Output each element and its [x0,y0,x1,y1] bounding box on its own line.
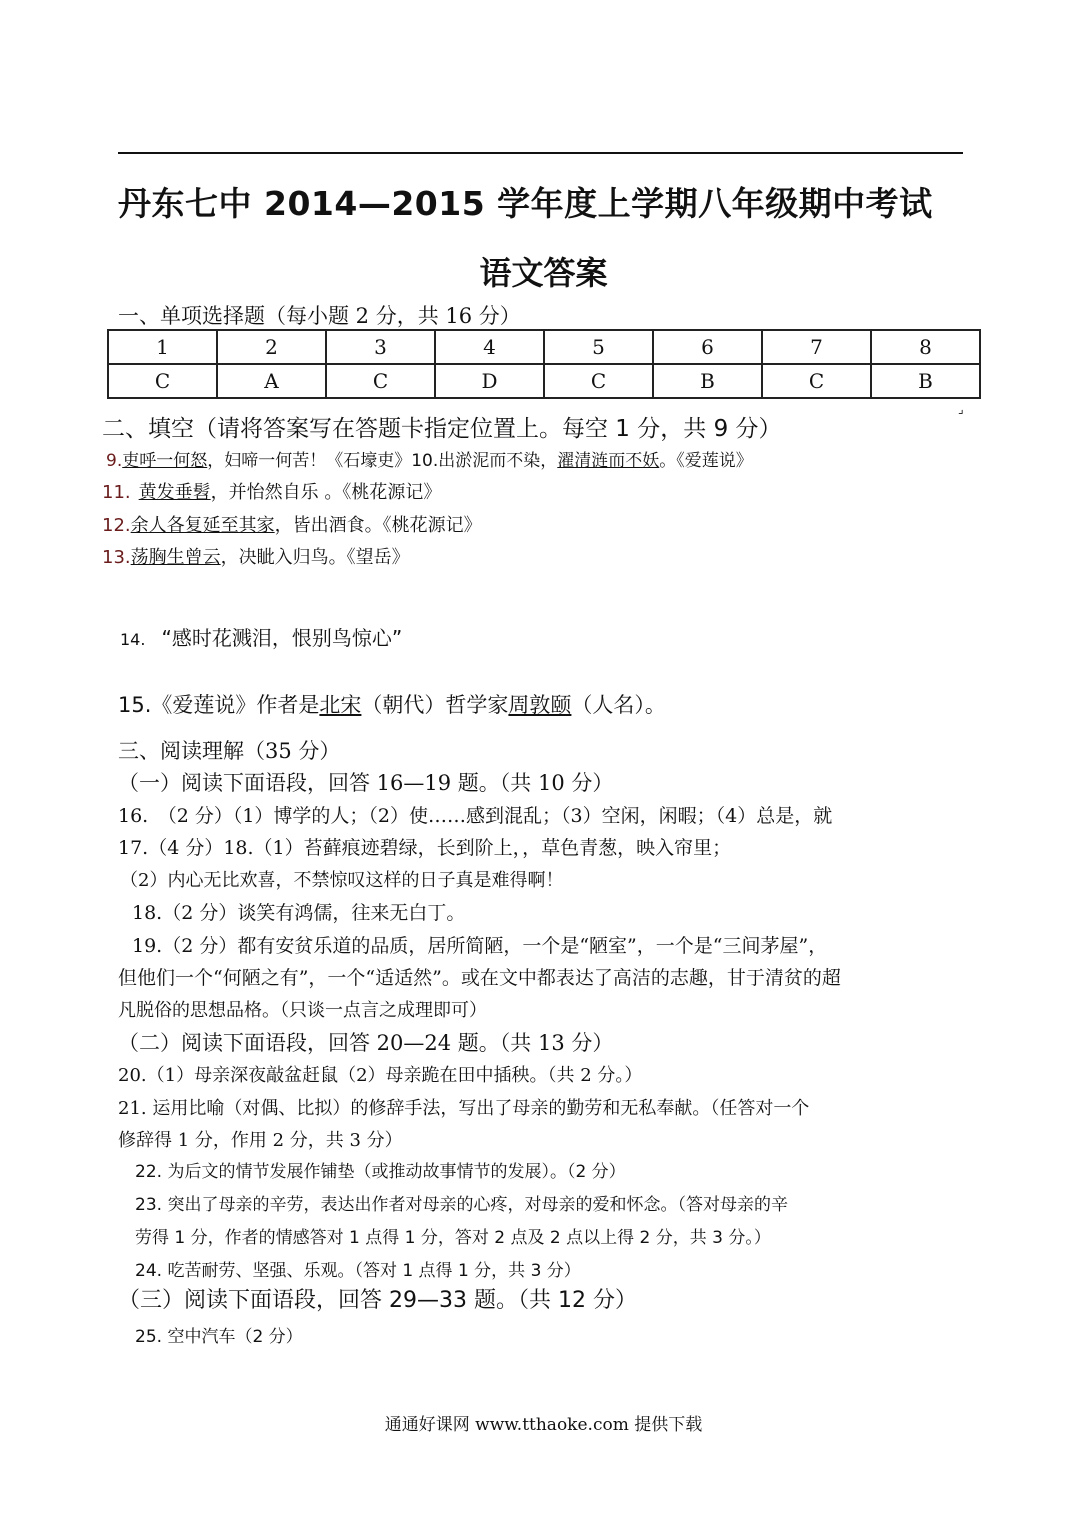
table-cell: B [871,364,980,398]
part1-heading: （一）阅读下面语段，回答 16—19 题。（共 10 分） [118,771,614,795]
line-text: ，决眦入归鸟。《望岳》 [220,547,410,568]
table-cell: 3 [326,330,435,364]
question-number: 10. [411,451,439,471]
table-cell: 6 [653,330,762,364]
answer-21-line2: 修辞得 1 分，作用 2 分，共 3 分） [118,1130,403,1151]
fill-answer: 余人各复延至其家 [130,515,275,536]
top-rule [118,152,963,154]
fill-answer: 北宋 [319,693,362,717]
line-text: ，并怡然自乐 。《桃花源记》 [210,482,442,503]
question-number: 9. [106,451,123,471]
table-cell: 1 [108,330,217,364]
answer-23-line2: 劳得 1 分，作者的情感答对 1 点得 1 分，答对 2 点及 2 点以上得 2 分，共 3 分。） [135,1228,771,1248]
part2-heading: （二）阅读下面语段，回答 20—24 题。（共 13 分） [118,1031,614,1055]
line-text: 出淤泥而不染， [438,451,558,471]
table-cell: C [544,364,653,398]
table-cell: D [435,364,544,398]
answer-line-12 [102,511,482,537]
question-number: 12. [102,515,131,536]
answer-table [107,329,981,399]
answer-17: 17.（4 分）18.（1）苔藓痕迹碧绿，长到阶上，，草色青葱，映入帘里； [118,837,732,859]
line-text: （朝代）哲学家 [361,693,509,717]
answer-19-line1: 19.（2 分）都有安贫乐道的品质，居所简陋，一个是“陋室”，一个是“三间茅屋”， [132,935,828,957]
answer-18: 18.（2 分）谈笑有鸿儒，往来无白丁。 [132,902,466,924]
table-cell: C [108,364,217,398]
answer-25: 25. 空中汽车（2 分） [135,1327,303,1347]
section3-heading: 三、阅读理解（35 分） [118,739,341,763]
table-cell: A [217,364,326,398]
table-row-answers [108,364,980,398]
answer-19-line2: 但他们一个“何陋之有”，一个“适适然”。或在文中都表达了高洁的志趣，甘于清贫的超 [118,967,841,989]
answer-20: 20.（1）母亲深夜敲盆赶鼠（2）母亲跪在田中插秧。（共 2 分。） [118,1065,643,1086]
line-text: （人名）。 [571,693,666,717]
line-text: 15.《爱莲说》作者是 [118,693,320,717]
answer-line-11 [102,478,441,504]
table-cell: 2 [217,330,326,364]
exam-subtitle: 语文答案 [479,254,608,292]
table-cell: 8 [871,330,980,364]
exam-title: 丹东七中 2014—2015 学年度上学期八年级期中考试 [118,184,933,223]
section1-heading: 一、单项选择题（每小题 2 分，共 16 分） [118,304,521,328]
table-cell: 5 [544,330,653,364]
answer-19-line3: 凡脱俗的思想品格。（只谈一点言之成理即可） [118,1000,487,1021]
fill-answer: 濯清涟而不妖 [557,451,660,471]
answer-line-13 [102,543,410,569]
answer-16: 16. （2 分）（1）博学的人；（2）使……感到混乱；（3）空闲，闲暇；（4）总是，就 [118,805,833,827]
answer-line-9-10 [106,446,753,471]
answer-line-15 [118,689,666,719]
answer-line-14 [120,622,402,651]
fill-answer: 周敦颐 [508,693,572,717]
footer-credit: 通通好课网 www.tthaoke.com 提供下载 [384,1415,703,1435]
part3-heading: （三）阅读下面语段，回答 29—33 题。（共 12 分） [118,1288,637,1313]
section2-heading: 二、填空（请将答案写在答题卡指定位置上。每空 1 分，共 9 分） [102,416,782,442]
question-number: 13. [102,547,131,568]
line-text: ，妇啼一何苦！《石壕吏》 [207,451,412,471]
line-text: 。《爱莲说》 [659,451,753,471]
table-cell: B [653,364,762,398]
fill-answer: 吏呼一何怒 [122,451,208,471]
line-text: ，皆出酒食。《桃花源记》 [274,515,482,536]
answer-21-line1: 21. 运用比喻（对偶、比拟）的修辞手法，写出了母亲的勤劳和无私奉献。（任答对一个 [118,1098,810,1119]
question-number: 14. [120,630,146,649]
answer-24: 24. 吃苦耐劳、坚强、乐观。（答对 1 点得 1 分，共 3 分） [135,1261,581,1281]
fill-answer: 黄发垂髫 [138,482,211,503]
corner-mark: ⌟ [958,402,964,416]
table-cell: C [762,364,871,398]
table-cell: 7 [762,330,871,364]
fill-answer: 荡胸生曾云 [130,547,221,568]
answer-17-part2: （2）内心无比欢喜，不禁惊叹这样的日子真是难得啊！ [120,870,564,891]
table-row-numbers [108,330,980,364]
answer-22: 22. 为后文的情节发展作铺垫（或推动故事情节的发展）。（2 分） [135,1162,626,1182]
answer-23-line1: 23. 突出了母亲的辛劳，表达出作者对母亲的心疼，对母亲的爱和怀念。（答对母亲的辛 [135,1195,788,1215]
table-cell: 4 [435,330,544,364]
line-text: “感时花溅泪，恨别鸟惊心” [161,626,403,650]
table-cell: C [326,364,435,398]
question-number: 11. [102,482,131,503]
